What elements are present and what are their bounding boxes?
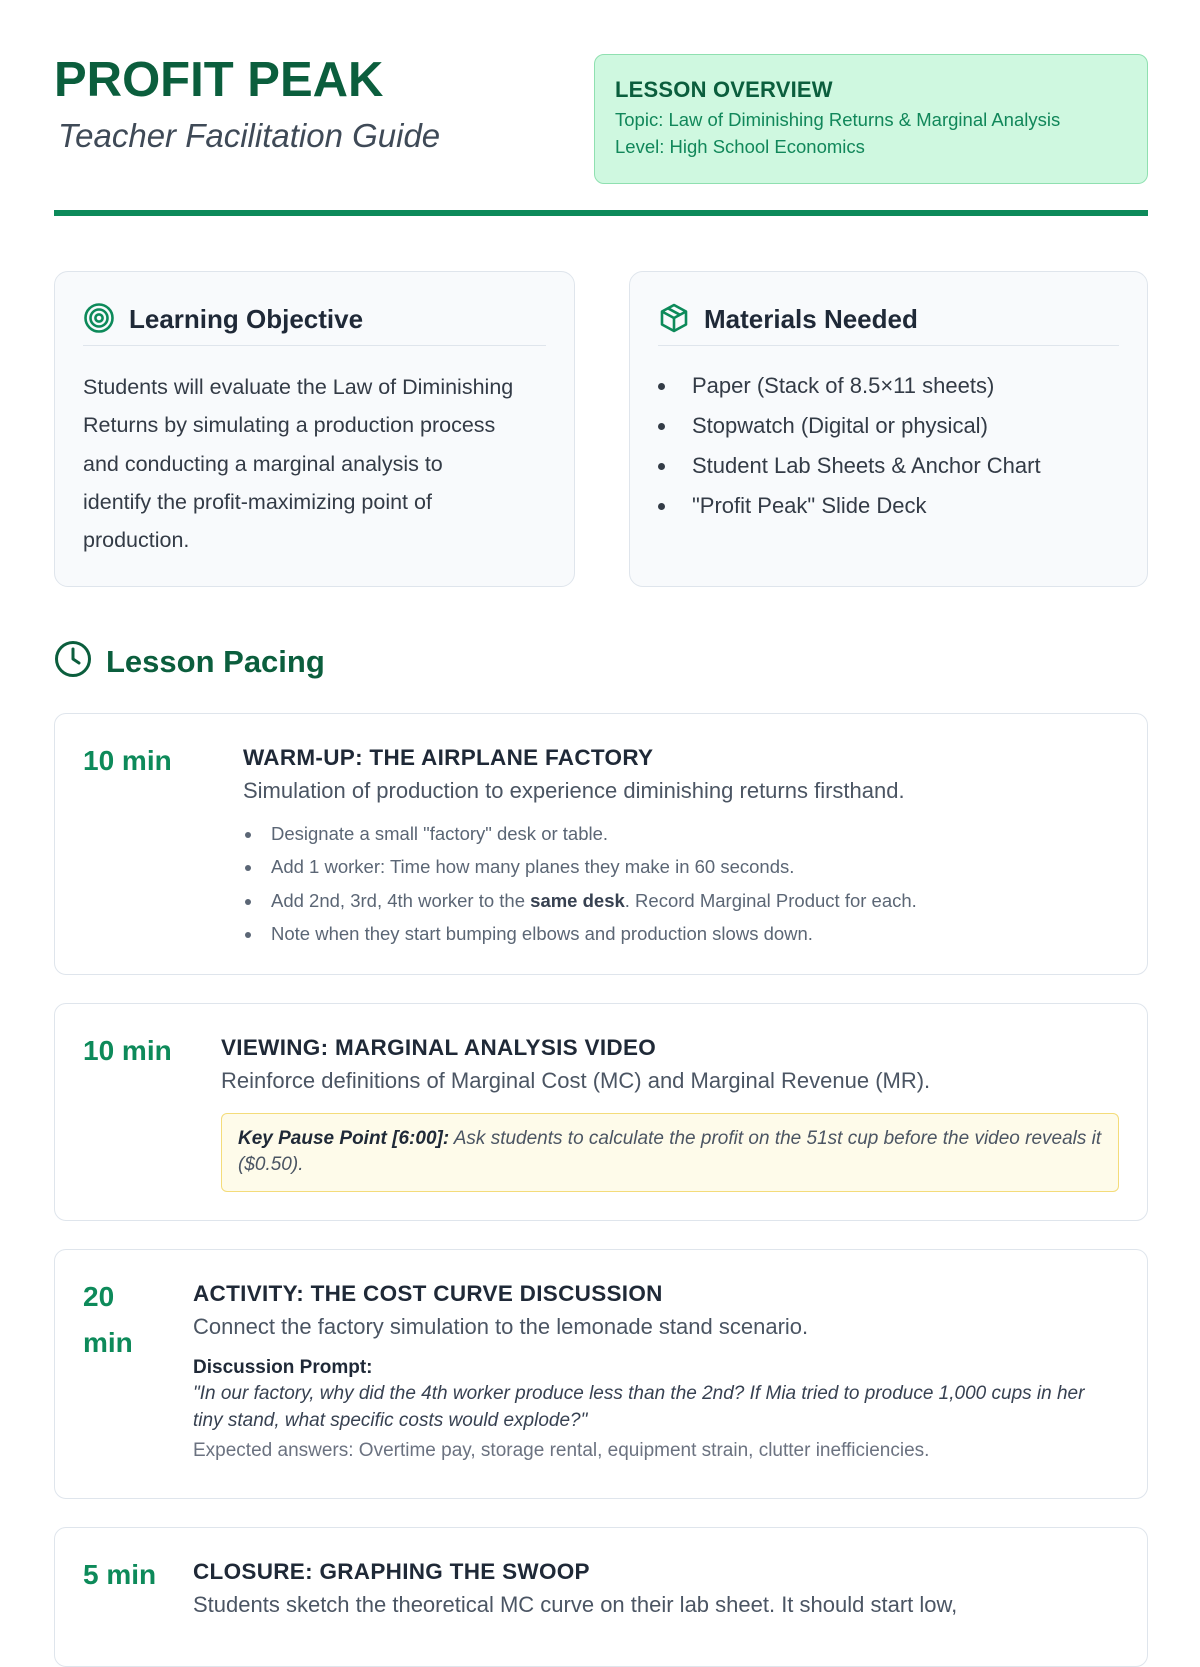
segment-title: CLOSURE: GRAPHING THE SWOOP: [193, 1559, 590, 1584]
segment-description: Students sketch the theoretical MC curve on their lab sheet. It should start low,: [193, 1591, 958, 1617]
segment-duration: 5 min: [83, 1559, 157, 1590]
discussion-prompt-quote: "In our factory, why did the 4th worker produce less than the 2nd? If Mia tried to produce 1,000 cups in her tiny stand, what specific costs would explode?": [193, 1383, 1085, 1431]
materials-header: [658, 302, 1119, 346]
objective-header: [83, 302, 546, 346]
clock-icon: [54, 640, 92, 683]
segment-title: WARM-UP: THE AIRPLANE FACTORY: [243, 745, 654, 770]
list-item: Student Lab Sheets & Anchor Chart: [658, 446, 1127, 486]
segment-steps: [243, 817, 1119, 951]
list-item: Note when they start bumping elbows and production slows down.: [243, 917, 1119, 951]
segment-duration: 10 min: [83, 1035, 172, 1066]
step-text: . Record Marginal Product for each.: [624, 889, 917, 911]
materials-list: [658, 366, 1127, 526]
list-item: "Profit Peak" Slide Deck: [658, 486, 1127, 526]
step-text: Add 2nd, 3rd, 4th worker to the: [271, 889, 531, 911]
pacing-segment-warmup: [54, 713, 1148, 975]
segment-body: [193, 1556, 1119, 1621]
lesson-overview-box: [594, 54, 1148, 184]
segment-description: Connect the factory simulation to the lemonade stand scenario.: [193, 1313, 809, 1339]
list-item: [243, 884, 1119, 918]
target-icon: [83, 302, 115, 334]
expected-answers: Expected answers: Overtime pay, storage rental, equipment strain, clutter inefficiencies.: [193, 1440, 930, 1462]
segment-duration: 20 min: [83, 1281, 133, 1359]
segment-body: [243, 742, 1119, 951]
objective-title: Learning Objective: [129, 304, 364, 334]
box-icon: [658, 302, 690, 334]
pacing-segment-viewing: [54, 1003, 1148, 1221]
objective-text: Students will evaluate the Law of Diminishing Returns by simulating a production process and conducting a marginal analysis to identify the profit-maximizing point of production.: [83, 375, 514, 553]
materials-card: [629, 271, 1148, 587]
segment-body: [221, 1032, 1119, 1192]
segment-title: VIEWING: MARGINAL ANALYSIS VIDEO: [221, 1035, 657, 1060]
overview-topic: Topic: Law of Diminishing Returns & Marginal Analysis: [615, 109, 1061, 130]
segment-duration: 10 min: [83, 745, 172, 776]
discussion-prompt-label: Discussion Prompt:: [193, 1356, 373, 1378]
segment-body: [193, 1278, 1119, 1465]
segment-description: Simulation of production to experience diminishing returns firsthand.: [243, 777, 905, 803]
overview-heading: LESSON OVERVIEW: [615, 77, 833, 102]
page-title: PROFIT PEAK: [54, 53, 384, 107]
page-subtitle: Teacher Facilitation Guide: [58, 117, 441, 154]
callout-label: Key Pause Point [6:00]:: [238, 1127, 450, 1149]
segment-description: Reinforce definitions of Marginal Cost (MC) and Marginal Revenue (MR).: [221, 1067, 931, 1093]
list-item: Stopwatch (Digital or physical): [658, 406, 1127, 446]
key-pause-callout: [221, 1113, 1119, 1192]
overview-level: Level: High School Economics: [615, 135, 865, 157]
pacing-segment-activity: [54, 1249, 1148, 1499]
header-divider: [54, 210, 1148, 216]
step-emphasis: same desk: [530, 889, 625, 911]
section-title: Lesson Pacing: [106, 643, 325, 679]
list-item: Add 1 worker: Time how many planes they make in 60 seconds.: [243, 850, 1119, 884]
lesson-pacing-heading: [54, 640, 325, 683]
materials-title: Materials Needed: [704, 304, 918, 334]
list-item: Designate a small "factory" desk or table.: [243, 817, 1119, 851]
callout-text: Ask students to calculate the profit on the 51st cup before the video reveals it ($0.50).: [238, 1127, 1102, 1176]
page-header: [54, 52, 1148, 218]
learning-objective-card: [54, 271, 575, 587]
list-item: Paper (Stack of 8.5×11 sheets): [658, 366, 1127, 406]
segment-title: ACTIVITY: THE COST CURVE DISCUSSION: [193, 1281, 663, 1306]
pacing-segment-closure: [54, 1527, 1148, 1667]
